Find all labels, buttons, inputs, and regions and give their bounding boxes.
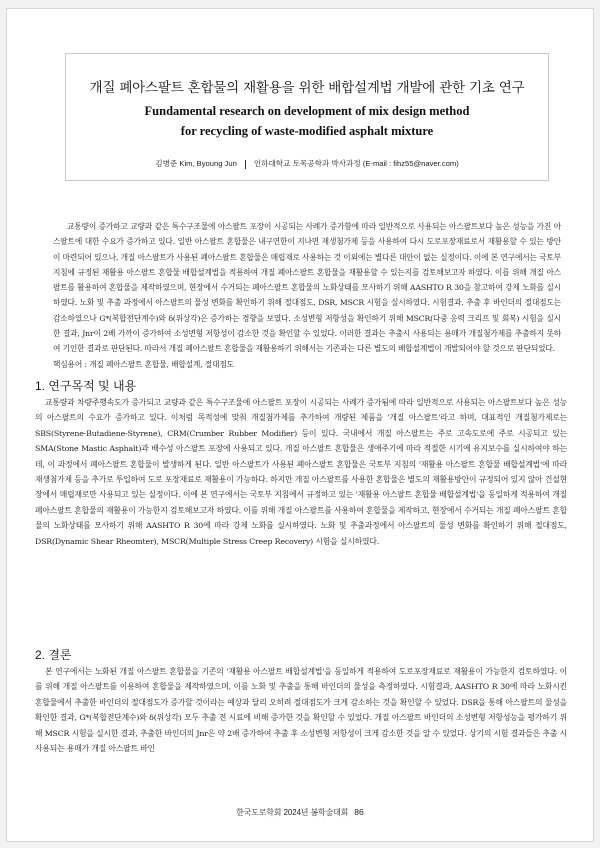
- page-number: 86: [354, 807, 364, 817]
- author-line: [66, 158, 548, 169]
- paper-page: [6, 8, 594, 842]
- section1-heading: 1. 연구목적 및 내용: [35, 379, 137, 393]
- section1-body: [35, 395, 567, 549]
- author-affiliation: 인하대학교 토목공학과 박사과정 (E-mail : fihz55@naver.com): [253, 159, 459, 168]
- english-title-line1: Fundamental research on development of mix design method: [144, 104, 470, 118]
- page-footer: [7, 807, 593, 818]
- section2-heading: 2. 결론: [35, 648, 72, 662]
- abstract: [53, 219, 561, 372]
- author-separator: [245, 160, 246, 169]
- author-name: 김병준 Kim, Byoung Jun: [155, 159, 237, 168]
- korean-title: 개질 폐아스팔트 혼합물의 재활용을 위한 배합설계법 개발에 관한 기초 연구: [89, 80, 525, 96]
- keywords: 핵심용어 : 개질 폐아스팔트 혼합물, 배합설계, 절대점도: [53, 359, 234, 369]
- section1-text: 교통량과 차량주행속도가 증가되고 교량과 같은 특수구조물에 아스팔트 포장이 시공되는 사례가 증가됨에 따라 일반적으로 사용되는 아스팔트보다 높은 성능의 아스팔트의 수요가 증가하고 있다. 이처럼 목적성에 맞춰 개질첨가제를 추가하여 개량된 제품을 '개질 아스팔트'라고 하며, 대표적인 개질첨가제로는 SBS(Styrene-Butadiene-Styrene), CRM(Crumber Rubber Modifier) 등이 있다. 국내에서 개질 아스팔트는 주로 고속도로에 주로 시공되고 있는 SMA(Stone Mastic Asphalt)과 배수성 아스팔트 포장에 사용되고 있다. 개질 아스팔트 혼합물은 생애주기에 따라 적절한 시기에 유지보수를 실시하여야 하는데, 이 과정에서 폐아스팔트 혼합물이 발생하게 된다. 일반 아스팔트가 사용된 폐아스팔트 혼합물은 국토부 지침의 '재활용 아스팔트 혼합물 배합설계법'에 따라 재생첨가제 등을 추가로 투입하여 도로 포장재료로 재활용이 가능하다. 하지만 개질 아스팔트를 사용한 혼합물은 별도의 재활용방안이 규정되어 있지 않아 건설현장에서 매립재로만 사용되고 있는 실정이다. 이에 본 연구에서는 국토부 지침에서 규정하고 있는 '재활용 아스팔트 혼합물 배합설계법'을 동일하게 적용하여 개질 폐아스팔트 혼합물의 재활용이 가능한지 검토해보고자 하였다. 이를 위해 개질 아스팔트를 사용하여 혼합물을 제작하고, 현장에서 수거되는 개질 폐아스팔트 혼합물의 노화상태를 모사하기 위해 AASHTO R 30에 따라 강제 노화를 실시하였다. 노화 및 추출과정에서 아스팔트의 물성 변화를 확인하기 위해 절대점도, DSR(Dynamic Shear Rheomter), MSCR(Multiple Stress Creep Recovery) 시험을 실시하였다.: [35, 398, 567, 546]
- section2-body: [35, 664, 567, 756]
- conference-name: 한국도로학회 2024년 봄학술대회: [236, 808, 349, 817]
- title-box: [65, 53, 549, 181]
- section2-text: 본 연구에서는 노화된 개질 아스팔트 혼합물을 기존의 '재활용 아스팔트 배합설계법'을 동일하게 적용하여 도로포장재료로 재활용이 가능한지 검토하였다. 이를 위해 개질 아스팔트를 이용하여 혼합물을 제작하였으며, 이를 노화 및 추출을 통해 바인더의 물성을 측정하였다. 시험결과, AASHTO R 30에 따라 노화시킨 혼합물에서 추출한 바인더의 절대점도가 증가할 것이라는 예상과 달리 오히려 절대점도가 크게 감소하는 것을 확인할 수 있었다. DSR을 통해 아스팔트의 물성을 확인한 결과, G*(복합전단계수)와 δ(위상각) 모두 추출 전 시료에 비해 증가한 것을 확인할 수 있었다. 개질 아스팔트 바인더의 소성변형 저항성능을 평가하기 위해 MSCR 시험을 실시한 결과, 추출한 바인더의 Jnr은 약 2배 증가하여 추출 후 소성변형 저항성이 크게 감소한 것을 알 수 있었다. 상기의 시험 결과들은 추출 시 사용되는 용매가 개질 아스팔트 바인: [35, 667, 567, 754]
- english-title-line2: for recycling of waste-modified asphalt mixture: [180, 124, 434, 138]
- abstract-text: 교통량이 증가하고 교량과 같은 특수구조물에 아스팔트 포장이 시공되는 사례가 증가함에 따라 일반적으로 사용되는 아스팔트보다 높은 성능을 가진 아스팔트에 대한 수요가 증가하고 있다. 일반 아스팔트 혼합물은 내구연한이 지나면 재생첨가제 등을 사용하여 다시 도로포장재료로서 재활용할 수 있는 방안이 마련되어 있으나, 개질 아스팔트가 사용된 폐아스팔트 혼합물은 매립재로 사용하는 것 이외에는 별다른 대안이 없는 실정이다. 이에 본 연구에서는 국토부 지침에 규정된 재활용 아스팔트 혼합물 배합설계법을 적용하여 개질 폐아스팔트 혼합물을 재활용할 수 있는지를 검토해보고자 하였다. 이를 위해 개질 아스팔트를 활용하여 혼합물을 제작하였으며, 현장에서 수거되는 폐아스팔트 혼합물의 노화상태를 모사하기 위해 AASHTO R 30을 참고하여 강제 노화를 실시하였다. 노화 및 추출 과정에서 아스팔트의 물성 변화를 확인하기 위해 절대점도, DSR, MSCR 시험을 실시하였다. 시험결과, 추출 후 바인더의 절대점도는 감소하였으나 G*(복합전단계수)와 δ(위상각)은 증가하는 경향을 보였다. 소성변형 저항성을 확인하기 위해 MSCR(다중 응력 크리프 및 회복) 시험을 실시한 결과, Jnr이 2배 가까이 증가하여 소성변형 저항성이 감소한 것을 확인할 수 있었다. 이러한 결과는 추출시 사용되는 용매가 개질첨가제를 추출하지 못하여 기인한 결과로 판단된다. 따라서 개질 폐아스팔트 혼합물을 재활용하기 위해서는 기존과는 다른 별도의 배합설계법이 개발되어야 할 것으로 판단되었다.: [53, 222, 561, 354]
